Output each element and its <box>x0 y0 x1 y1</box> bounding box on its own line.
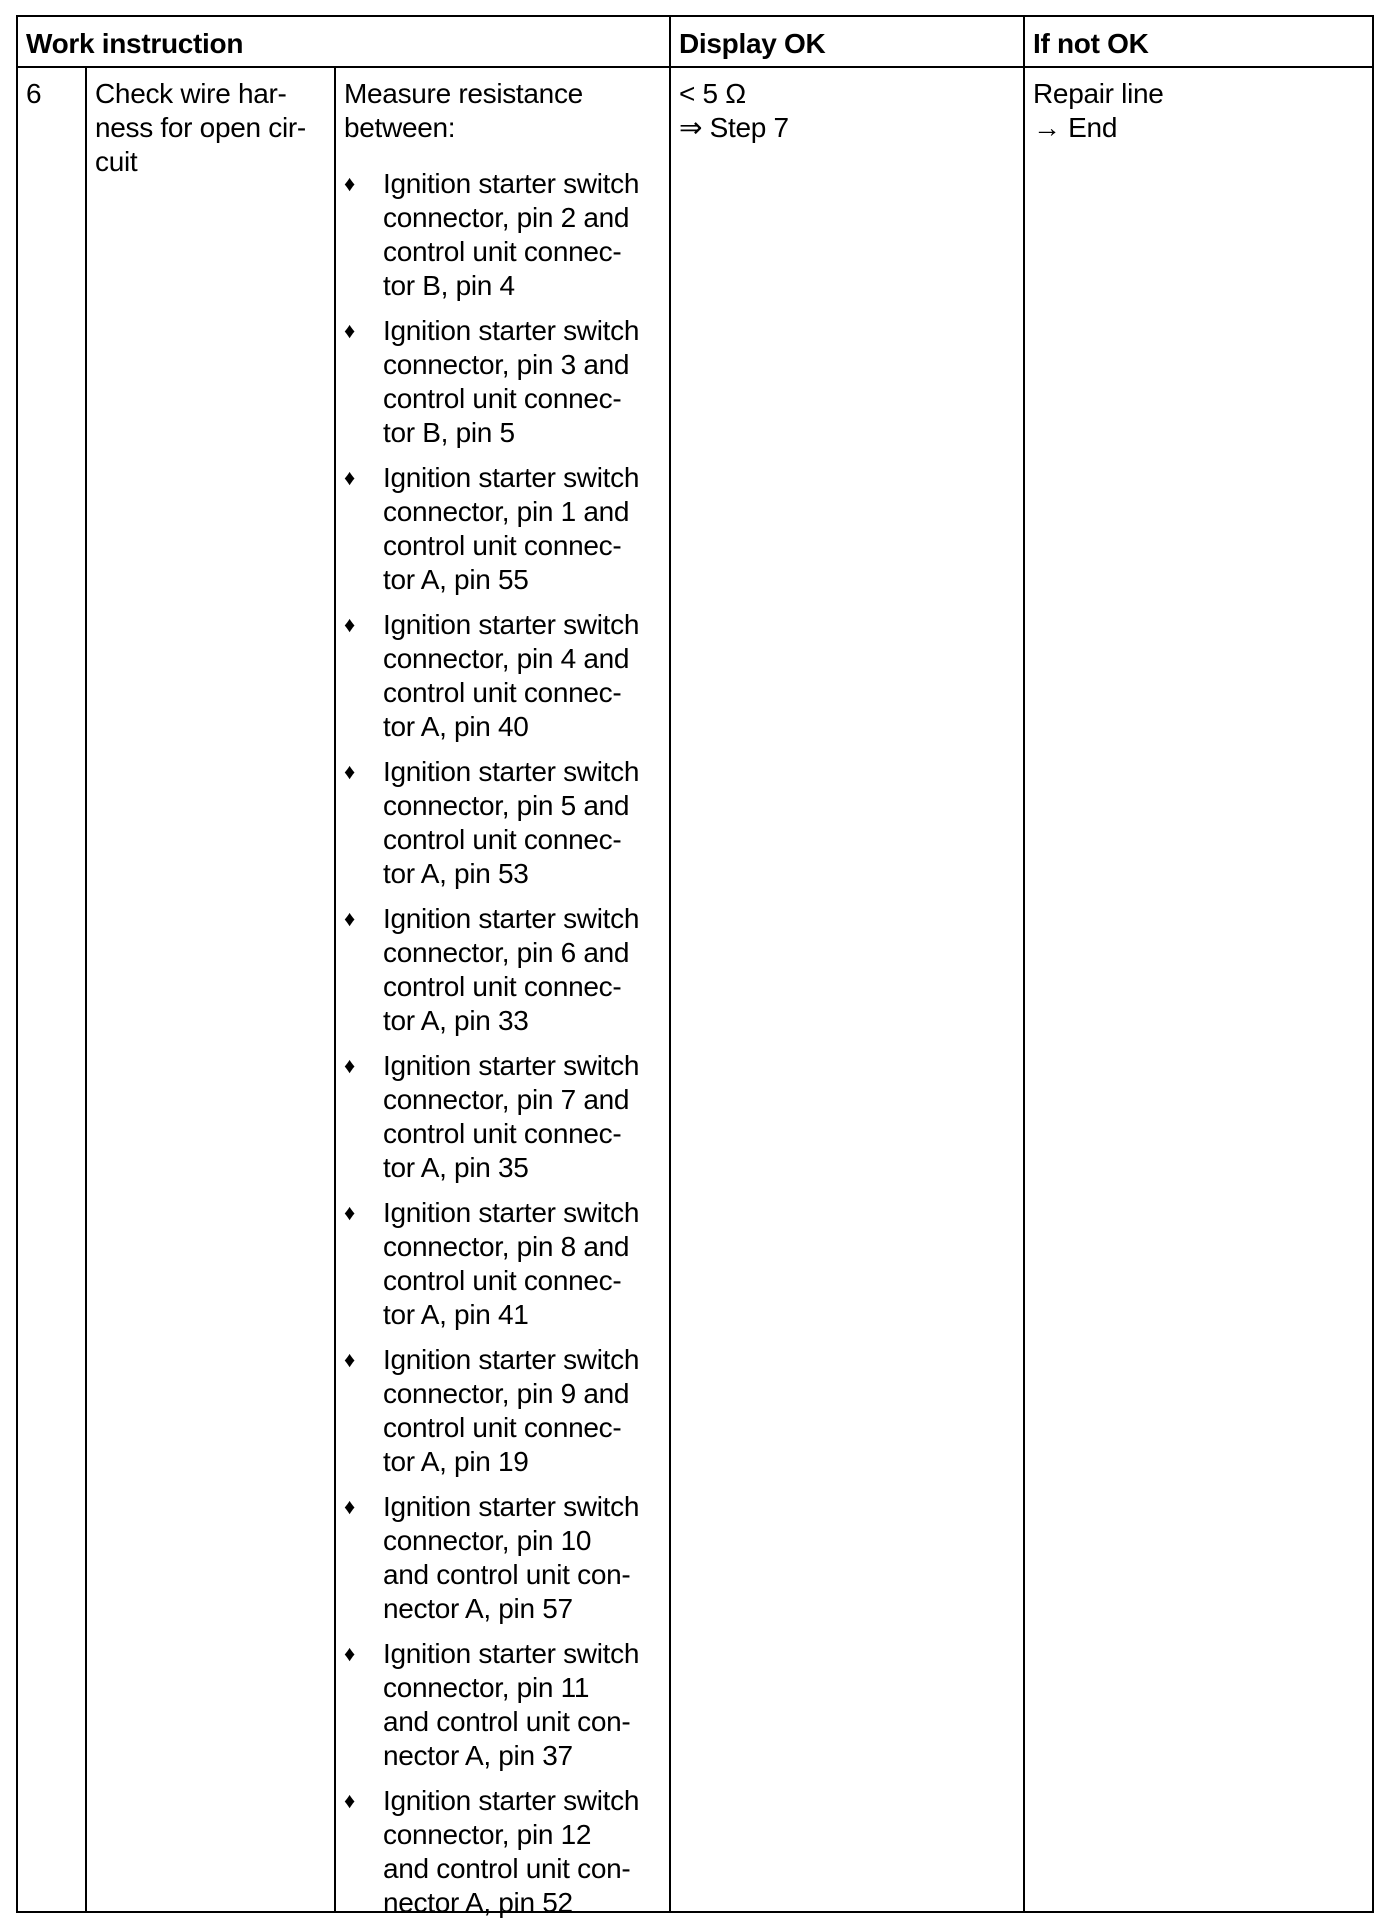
diamond-bullet-icon: ♦ <box>344 1053 355 1078</box>
column-divider <box>85 67 87 1911</box>
measurement-line: Ignition starter switch <box>383 903 640 934</box>
measurement-line: nector A, pin 37 <box>383 1740 573 1771</box>
diamond-bullet-icon: ♦ <box>344 465 355 490</box>
measurement-item <box>344 1784 664 1920</box>
measurement-line: tor A, pin 40 <box>383 711 529 742</box>
measurement-line: Ignition starter switch <box>383 756 640 787</box>
measurement-item <box>344 902 664 1038</box>
measurement-line: control unit connec- <box>383 1412 622 1443</box>
header-if-not-ok: If not OK <box>1033 28 1149 59</box>
measurement-item <box>344 1490 664 1626</box>
diamond-bullet-icon: ♦ <box>344 1200 355 1225</box>
diamond-bullet-icon: ♦ <box>344 1788 355 1813</box>
diamond-bullet-icon: ♦ <box>344 1641 355 1666</box>
measurement-line: connector, pin 7 and <box>383 1084 630 1115</box>
diamond-bullet-icon: ♦ <box>344 759 355 784</box>
measurement-line: tor B, pin 4 <box>383 270 515 301</box>
task-description <box>95 77 306 179</box>
measurement-line: Ignition starter switch <box>383 1197 640 1228</box>
measurement-line: connector, pin 6 and <box>383 937 630 968</box>
measurement-line: nector A, pin 52 <box>383 1887 573 1918</box>
measurement-line: Ignition starter switch <box>383 1050 640 1081</box>
measurement-item <box>344 1196 664 1332</box>
task-line: ness for open cir- <box>95 112 306 143</box>
measurement-line: Ignition starter switch <box>383 1344 640 1375</box>
measurement-line: control unit connec- <box>383 677 622 708</box>
measurement-line: connector, pin 5 and <box>383 790 630 821</box>
display-ok-line: < 5 Ω <box>679 78 746 109</box>
measurement-line: tor B, pin 5 <box>383 417 515 448</box>
measurement-line: connector, pin 9 and <box>383 1378 630 1409</box>
measurement-line: and control unit con- <box>383 1706 631 1737</box>
measurement-item <box>344 167 664 303</box>
measurement-line: control unit connec- <box>383 1118 622 1149</box>
measurement-line: and control unit con- <box>383 1853 631 1884</box>
display-ok-line: ⇒ Step 7 <box>679 112 789 143</box>
diamond-bullet-icon: ♦ <box>344 1347 355 1372</box>
measurement-item <box>344 1343 664 1479</box>
measurement-line: Ignition starter switch <box>383 1491 640 1522</box>
measurement-line: tor A, pin 53 <box>383 858 529 889</box>
measurement-item <box>344 608 664 744</box>
measurement-line: tor A, pin 35 <box>383 1152 529 1183</box>
measurement-line: connector, pin 4 and <box>383 643 630 674</box>
measurement-line: connector, pin 2 and <box>383 202 630 233</box>
procedure-intro-line: between: <box>344 112 456 143</box>
measurement-item <box>344 1049 664 1185</box>
measurement-line: control unit connec- <box>383 824 622 855</box>
measurement-item <box>344 755 664 891</box>
measurement-line: control unit connec- <box>383 530 622 561</box>
measurement-line: control unit connec- <box>383 971 622 1002</box>
measurement-line: and control unit con- <box>383 1559 631 1590</box>
column-divider <box>669 17 671 1911</box>
column-divider <box>1023 17 1025 1911</box>
measurement-line: connector, pin 3 and <box>383 349 630 380</box>
measurement-line: Ignition starter switch <box>383 168 640 199</box>
if-not-ok-action <box>1033 77 1164 145</box>
diamond-bullet-icon: ♦ <box>344 906 355 931</box>
measurement-line: tor A, pin 55 <box>383 564 529 595</box>
header-work-instruction: Work instruction <box>26 28 244 59</box>
measurement-line: control unit connec- <box>383 236 622 267</box>
measurement-line: connector, pin 1 and <box>383 496 630 527</box>
procedure-intro-line: Measure resistance <box>344 78 583 109</box>
procedure <box>344 77 664 1931</box>
measurement-line: tor A, pin 41 <box>383 1299 529 1330</box>
measurement-line: connector, pin 8 and <box>383 1231 630 1262</box>
task-line: Check wire har- <box>95 78 287 109</box>
measurement-line: connector, pin 10 <box>383 1525 592 1556</box>
measurement-item <box>344 461 664 597</box>
task-line: cuit <box>95 146 138 177</box>
measurement-line: Ignition starter switch <box>383 462 640 493</box>
measurement-line: Ignition starter switch <box>383 1785 640 1816</box>
if-not-ok-line: Repair line <box>1033 78 1164 109</box>
measurement-line: control unit connec- <box>383 383 622 414</box>
measurement-item <box>344 1637 664 1773</box>
measurement-line: tor A, pin 33 <box>383 1005 529 1036</box>
measurement-line: connector, pin 12 <box>383 1819 592 1850</box>
measurement-line: Ignition starter switch <box>383 609 640 640</box>
measurement-list <box>344 167 664 1920</box>
display-ok-result <box>679 77 789 145</box>
step-number: 6 <box>26 78 42 109</box>
diamond-bullet-icon: ♦ <box>344 171 355 196</box>
if-not-ok-line: → End <box>1033 112 1118 143</box>
measurement-line: nector A, pin 57 <box>383 1593 573 1624</box>
measurement-line: tor A, pin 19 <box>383 1446 529 1477</box>
work-instruction-table <box>16 15 1374 1918</box>
diamond-bullet-icon: ♦ <box>344 1494 355 1519</box>
measurement-line: connector, pin 11 <box>383 1672 590 1703</box>
diamond-bullet-icon: ♦ <box>344 612 355 637</box>
header-display-ok: Display OK <box>679 28 826 59</box>
measurement-line: Ignition starter switch <box>383 1638 640 1669</box>
measurement-line: Ignition starter switch <box>383 315 640 346</box>
column-divider <box>334 67 336 1911</box>
measurement-line: control unit connec- <box>383 1265 622 1296</box>
measurement-item <box>344 314 664 450</box>
diamond-bullet-icon: ♦ <box>344 318 355 343</box>
